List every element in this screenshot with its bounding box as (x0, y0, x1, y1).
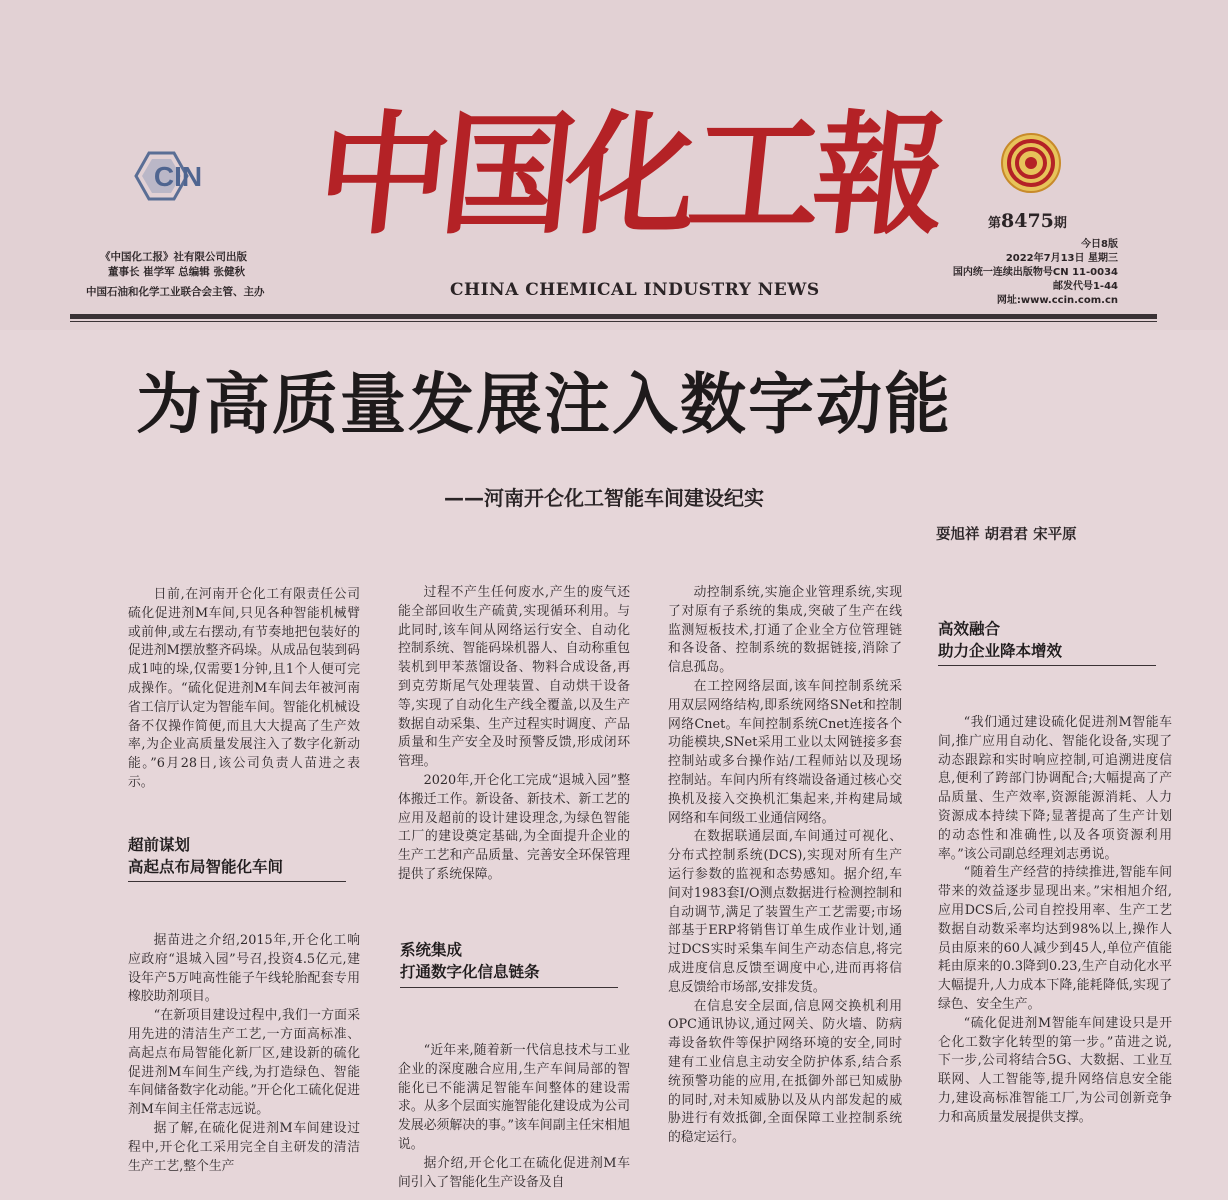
column-2-bottom (398, 1042, 630, 1192)
column-1-bottom (128, 932, 360, 1176)
column-3 (668, 584, 902, 1148)
meta-cn: 国内统一连续出版物号CN 11-0034 (952, 267, 1118, 278)
masthead-rule-thin (70, 321, 1157, 322)
issue-suffix: 期 (1053, 216, 1067, 231)
publisher-line-1: 《中国化工报》社有限公司出版 (100, 251, 247, 263)
issue-num: 8475 (1001, 210, 1054, 232)
col4-paragraph-1: “我们通过建设硫化促进剂M智能车间,推广应用自动化、智能化设备,实现了动态跟踪和实时响应控制,可追溯进度信息,便利了跨部门协调配合;大幅提高了产品质量、生产效率,资源能源消耗、人力资源成本持续下降;显著提高了生产计划的动态性和准确性,以及各项资源利用率。”该公司副总经理刘志勇说。 (938, 715, 1172, 862)
masthead (0, 0, 1228, 330)
section-1-line-2: 高起点布局智能化车间 (128, 858, 284, 876)
column-1-top (128, 586, 360, 793)
newspaper-title-cn: 中国化工報 (309, 98, 947, 253)
issue-number (988, 210, 1067, 232)
col1-paragraph-1: 日前,在河南开仑化工有限责任公司硫化促进剂M车间,只见各种智能机械臂或前伸,或左右摆动,有节奏地把包装好的促进剂M摆放整齐码垛。从成品包装到码成1吨的垛,仅需要1分钟,且1个人便可完成操作。“硫化促进剂M车间去年被河南省工信厅认定为智能车间。智能化机械设备不仅操作简便,而且大大提高了生产效率,为企业高质量发展注入了数字化新动能。”6月28日,该公司负责人苗进之表示。 (128, 587, 360, 790)
issue-meta (944, 238, 1118, 308)
authors: 耍旭祥 胡君君 宋平原 (936, 527, 1077, 543)
newspaper-title-en: CHINA CHEMICAL INDUSTRY NEWS (450, 280, 820, 300)
masthead-rule-thick (70, 314, 1157, 319)
emblem-icon (1000, 132, 1062, 194)
section-1-rule (128, 881, 346, 882)
col4-paragraph-3: “硫化促进剂M智能车间建设只是开仑化工数字化转型的第一步。”苗进之说,下一步,公司将结合5G、大数据、工业互联网、人工智能等,提升网络信息安全能力,建设高标准智能工厂,为公司创新竞争力和高质量发展提供支撑。 (938, 1015, 1172, 1125)
cin-logo (134, 150, 214, 202)
section-heading-3 (938, 618, 1062, 662)
col3-paragraph-3: 在数据联通层面,车间通过可视化、分布式控制系统(DCS),实现对所有生产运行参数的监视和态势感知。据介绍,车间对1983套I/O测点数据进行检测控制和自动调节,满足了装置生产工艺需要;市场部基于ERP将销售订单生成作业计划,通过DCS实时采集车间生产动态信息,将完成进度信息反馈至调度中心,进而再将信息反馈给市场部,安排发货。 (668, 829, 902, 995)
col1-paragraph-3: “在新项目建设过程中,我们一方面采用先进的清洁生产工艺,一方面高标准、高起点布局智能化新厂区,建设新的硫化促进剂M车间生产线,为打造绿色、智能车间储备数字化动能。”开仑化工硫化促进剂M车间主任常志远说。 (128, 1008, 360, 1118)
column-4 (938, 714, 1172, 1128)
meta-date: 2022年7月13日 星期三 (1005, 253, 1118, 264)
publisher-line-3: 中国石油和化学工业联合会主管、主办 (86, 286, 265, 298)
col1-paragraph-2: 据苗进之介绍,2015年,开仑化工响应政府“退城入园”号召,投资4.5亿元,建设年产5万吨高性能子午线轮胎配套专用橡胶助剂项目。 (128, 933, 360, 1005)
headline: 为高质量发展注入数字动能 (136, 365, 952, 443)
col2-paragraph-3: “近年来,随着新一代信息技术与工业企业的深度融合应用,生产车间局部的智能化已不能满足智能车间整体的建设需求。从多个层面实施智能化建设成为公司发展必须解决的事。”该车间副主任宋相旭说。 (398, 1043, 630, 1152)
logo-text: CIN (153, 161, 203, 192)
section-3-line-1: 高效融合 (938, 620, 1001, 638)
meta-website: 网址:www.ccin.com.cn (996, 295, 1118, 306)
col4-paragraph-2: “随着生产经营的持续推进,智能车间带来的效益逐步显现出来。”宋相旭介绍,应用DCS后,公司自控投用率、生产工艺数据自动数采率均达到98%以上,操作人员由原来的60人减少到45人,单位产值能耗由原来的0.3降到0.23,生产自动化水平大幅提升,人力成本下降,能耗降低,实现了绿色、安全生产。 (938, 865, 1172, 1012)
meta-pages: 今日8版 (1081, 239, 1118, 250)
col3-paragraph-2: 在工控网络层面,该车间控制系统采用双层网络结构,即系统网络SNet和控制网络Cnet。车间控制系统Cnet连接各个功能模块,SNet采用工业以太网链接多套控制站或多台操作站/工程师站以及现场控制站。车间内所有终端设备通过核心交换机及接入交换机汇集起来,并构建局域网络和车间级工业通信网络。 (668, 678, 902, 826)
section-3-line-2: 助力企业降本增效 (938, 642, 1063, 660)
section-3-rule (938, 665, 1156, 666)
section-1-line-1: 超前谋划 (128, 836, 191, 854)
col3-paragraph-1: 动控制系统,实施企业管理系统,实现了对原有子系统的集成,突破了生产在线监测短板技术,打通了企业全方位管理链和各设备、控制系统的数据链接,消除了信息孤岛。 (668, 585, 902, 676)
col1-paragraph-4: 据了解,在硫化促进剂M车间建设过程中,开仑化工采用完全自主研发的清洁生产工艺,整个生产 (128, 1120, 360, 1174)
section-2-line-1: 系统集成 (400, 941, 463, 959)
section-heading-2 (400, 939, 540, 983)
section-heading-1 (128, 834, 283, 878)
meta-postal: 邮发代号1-44 (1052, 281, 1118, 292)
col2-paragraph-1: 过程不产生任何废水,产生的废气还能全部回收生产硫黄,实现循环利用。与此同时,该车间从网络运行安全、自动化控制系统、智能码垛机器人、自动称重包装机到甲苯蒸馏设备、物料合成设备,再到克劳斯尾气处理装置、自动烘干设备等,实现了自动化生产线全覆盖,以及生产数据自动采集、生产过程实时调度、产品质量和生产安全及时预警反馈,形成闭环管理。 (398, 585, 630, 770)
publisher-info (86, 250, 265, 300)
section-2-rule (400, 987, 618, 988)
publisher-line-2: 董事长 崔学军 总编辑 张健秋 (108, 266, 245, 278)
subheadline: ——河南开仑化工智能车间建设纪实 (444, 486, 764, 510)
col3-paragraph-4: 在信息安全层面,信息网交换机利用OPC通讯协议,通过网关、防火墙、防病毒设备软件等保护网络环境的安全,同时建有工业信息主动安全防护体系,结合系统预警功能的应用,在抵御外部已知威胁的同时,对未知威胁以及从内部发起的威胁进行有效抵御,全面保障工业控制系统的稳定运行。 (668, 998, 902, 1146)
col2-paragraph-2: 2020年,开仑化工完成“退城入园”整体搬迁工作。新设备、新技术、新工艺的应用及超前的设计建设理念,为绿色智能工厂的建设奠定基础,为全面提升企业的生产工艺和产品质量、完善安全环保管理提供了系统保障。 (398, 772, 630, 882)
issue-prefix: 第 (988, 216, 1002, 231)
section-2-line-2: 打通数字化信息链条 (400, 963, 540, 981)
column-2-top (398, 584, 630, 885)
col2-paragraph-4: 据介绍,开仑化工在硫化促进剂M车间引入了智能化生产设备及自 (398, 1155, 630, 1190)
